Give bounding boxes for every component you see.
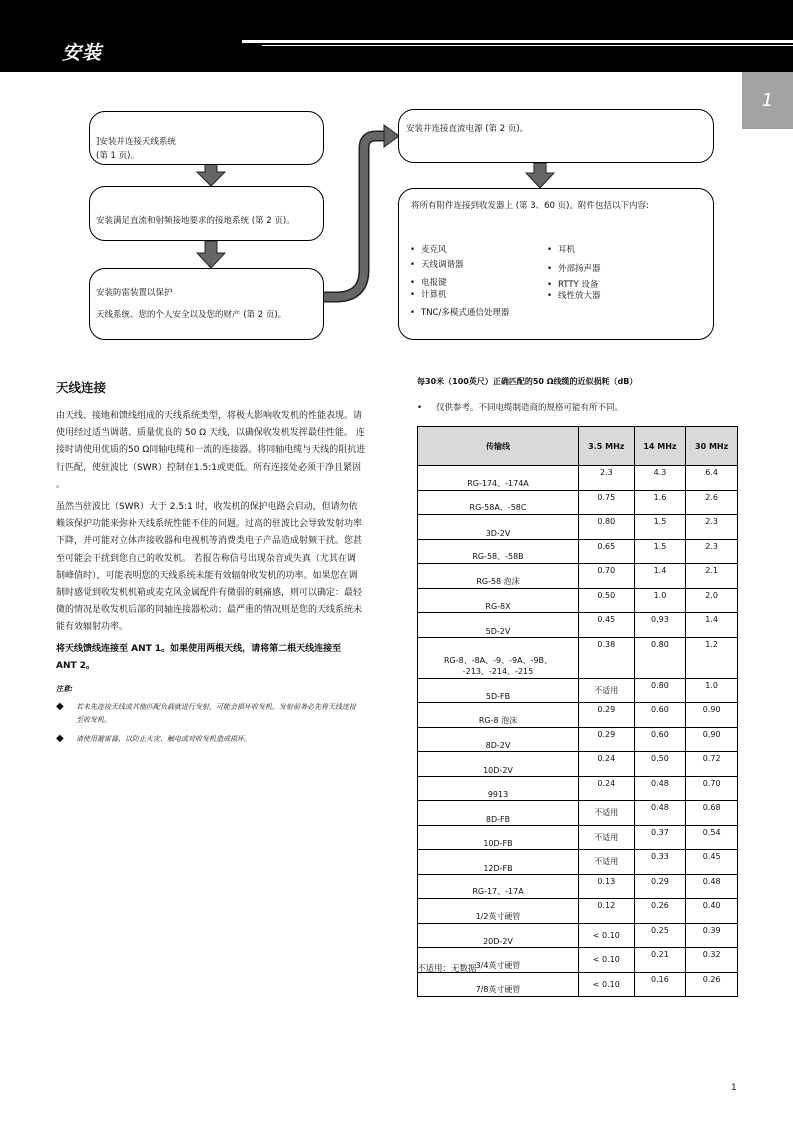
loss-value-cell: 2.3 [686,515,738,540]
loss-value-cell: < 0.10 [579,948,635,973]
loss-value-cell: 0.12 [579,899,635,924]
list-item: • 电报键 [410,276,509,291]
note-text: 至收发机。 [76,716,111,724]
chapter-tab: 1 [742,72,793,129]
cable-name-cell: RG-174、-174A [418,466,579,491]
loss-value-cell: 0.65 [579,539,635,564]
cable-name-cell: 3D-2V [418,515,579,540]
table-title: 每30米（100英尺）正确匹配的50 Ω线缆的近似损耗（dB） [417,377,638,386]
down-arrow-icon [197,241,225,268]
text-line: ANT 2。 [56,661,96,672]
table-row [418,923,738,948]
list-item: • RTTY 设备 [547,278,601,293]
table-row [418,703,738,728]
list-item: • 外部扬声器 [547,262,601,277]
cable-name-cell: RG-8X [418,588,579,613]
loss-value-cell: 0.45 [686,850,738,875]
loss-value-cell: 0.29 [579,703,635,728]
text-line: 。 [56,479,66,490]
loss-value-cell: 0.70 [579,564,635,589]
loss-value-cell: 0.32 [686,948,738,973]
table-row [418,564,738,589]
loss-value-cell: 0.80 [634,678,686,703]
table-row [418,613,738,638]
table-row [418,825,738,850]
loss-value-cell: 1.4 [686,613,738,638]
loss-value-cell: 1.5 [634,515,686,540]
loss-value-cell: 0.40 [686,899,738,924]
loss-value-cell: 0.60 [634,727,686,752]
table-row [418,678,738,703]
loss-value-cell: 0.48 [634,776,686,801]
cable-name-cell: 8D-2V [418,727,579,752]
loss-value-cell: 2.0 [686,588,738,613]
loss-value-cell: 0.48 [686,874,738,899]
loss-value-cell: 4.3 [634,466,686,491]
cable-name-cell: RG-17、-17A [418,874,579,899]
table-row [418,776,738,801]
loss-value-cell: 6.4 [686,466,738,491]
text-line: 制峰值时），可能表明您的天线系统未能有效辐射收发机的功率。如果您在调 [56,570,358,581]
text-line: 使用经过适当调谐、质量优良的 50 Ω 天线，以确保收发机发挥最佳性能。 连 [56,428,365,439]
list-item: • 天线调谐器 [410,258,509,273]
cable-name-cell: 5D-2V [418,613,579,638]
table-row [418,874,738,899]
text-line: 微的情况是收发机后部的同轴连接器松动；最严重的情况则是您的天线系统未 [56,605,363,616]
cable-name-cell: RG-8、-8A、-9、-9A、-9B、 -213、-214、-215 [418,637,579,678]
loss-value-cell: 0.50 [579,588,635,613]
text-line: 由天线、接地和馈线组成的天线系统类型，将极大影响收发机的性能表现。请 [56,411,363,421]
loss-value-cell: 0.39 [686,923,738,948]
loss-value-cell: 0.90 [686,727,738,752]
note-item [56,701,374,727]
loss-value-cell: 0.90 [686,703,738,728]
table-header-row [418,427,738,466]
loss-value-cell: 0.37 [634,825,686,850]
accessory-list-right [547,243,601,304]
loss-value-cell: < 0.10 [579,923,635,948]
loss-value-cell: 0.80 [579,515,635,540]
cable-name-cell: RG-58 泡沫 [418,564,579,589]
loss-value-cell: 0.93 [634,613,686,638]
loss-value-cell: 0.26 [634,899,686,924]
down-arrow-icon [526,163,554,188]
paragraph-1 [56,408,376,494]
loss-value-cell: 1.2 [686,637,738,678]
flow-step-antenna [89,111,324,165]
right-arrow-icon [384,125,399,147]
loss-value-cell: 1.6 [634,490,686,515]
loss-value-cell: 0.29 [634,874,686,899]
cable-name-cell: 8D-FB [418,801,579,826]
loss-value-cell: 0.24 [579,776,635,801]
table-row [418,466,738,491]
table-footnote: 不适用：无数据 [417,964,477,974]
loss-value-cell: 不适用 [579,850,635,875]
loss-value-cell: 0.33 [634,850,686,875]
table-row [418,801,738,826]
table-row [418,539,738,564]
flow-text: 将所有附件连接到收发器上 (第 3、60 页)。附件包括以下内容: [411,201,649,211]
table-row [418,490,738,515]
list-item: • 耳机 [547,243,601,258]
loss-value-cell: 0.68 [686,801,738,826]
cable-name-cell: RG-8 泡沫 [418,703,579,728]
cable-name-cell: 7/8英寸硬管 [418,972,579,997]
text-line: 能有效辐射功率。 [56,622,129,633]
loss-value-cell: 1.0 [686,678,738,703]
table-row [418,588,738,613]
loss-value-cell: 0.21 [634,948,686,973]
paragraph-2 [56,499,376,637]
table-body [418,466,738,997]
flow-text: 安装并连接直流电源 (第 2 页)。 [406,124,529,134]
loss-value-cell: 2.1 [686,564,738,589]
text-line: 虽然当驻波比（SWR）大于 2.5:1 时，收发机的保护电路会启动，但请勿依 [56,502,358,512]
cable-loss-table [417,426,738,997]
table-row [418,727,738,752]
flow-step-ground [89,186,324,241]
page-number: 1 [731,1083,737,1093]
loss-value-cell: 不适用 [579,678,635,703]
text-line: 行匹配，使驻波比（SWR）控制在1.5:1或更低。所有连接处必须干净且紧固 [56,462,361,473]
list-item: • 线性放大器 [547,289,601,304]
cable-name-cell: RG-58、-58B [418,539,579,564]
cable-name-cell: 20D-2V [418,923,579,948]
loss-value-cell: 0.50 [634,752,686,777]
loss-value-cell: 0.54 [686,825,738,850]
text-line: 制时感觉到收发机机箱或麦克风金属配件有微弱的刺痛感，则可以确定：最轻 [56,588,363,599]
accessory-list-left [410,243,509,321]
column-header: 14 MHz [634,427,686,466]
loss-value-cell: 0.75 [579,490,635,515]
loss-value-cell: 2.6 [686,490,738,515]
note-text: 若未先连接天线或其他匹配负载就进行发射，可能会损坏收发机。发射前务必先将天线连接 [76,703,356,711]
text-line: 至可能会干扰到您自己的收发机。 若报告称信号出现杂音或失真（尤其在调 [56,553,356,564]
loss-value-cell: 1.4 [634,564,686,589]
loss-value-cell: 0.60 [634,703,686,728]
table-note: • 仅供参考。不同电缆制造商的规格可能有所不同。 [417,401,623,413]
table-row [418,637,738,678]
loss-value-cell: < 0.10 [579,972,635,997]
loss-value-cell: 2.3 [579,466,635,491]
loss-value-cell: 2.3 [686,539,738,564]
table-row [418,850,738,875]
diamond-bullet-icon: ◆ [56,701,64,712]
paragraph-3 [56,641,376,675]
loss-value-cell: 不适用 [579,801,635,826]
loss-value-cell: 0.13 [579,874,635,899]
text-line: 接时请使用优质的50 Ω同轴电缆和一流的连接器。将同轴电缆与天线的阻抗进 [56,445,366,456]
note-item [56,733,374,746]
flow-text: 安装防雷装置以保护 [96,288,173,298]
cable-name-cell: 5D-FB [418,678,579,703]
loss-value-cell: 0.80 [634,637,686,678]
table-row [418,752,738,777]
flow-text: 安装满足直流和射频接地要求的接地系统 (第 2 页)。 [96,216,295,226]
text-line: 下降，并可能对立体声接收器和电视机等消费类电子产品造成射频干扰。您甚 [56,536,363,547]
flow-text: 天线系统、您的个人安全以及您的财产 (第 2 页)。 [96,310,287,320]
column-header: 30 MHz [686,427,738,466]
loss-value-cell: 0.45 [579,613,635,638]
text-line: 赖该保护功能来弥补天线系统性能不佳的问题。过高的驻波比会导致发射功率 [56,519,363,530]
note-label: 注意: [56,685,73,693]
loss-value-cell: 1.0 [634,588,686,613]
connector-arrow-icon [323,136,386,297]
flow-step-power [398,109,714,163]
cable-name-cell: 3/4英寸硬管 [418,948,579,973]
cable-name-cell: RG-58A、-58C [418,490,579,515]
note-text: 请使用避雷器，以防止火灾、触电或对收发机造成损坏。 [76,735,251,743]
loss-value-cell: 0.38 [579,637,635,678]
flow-text: ]安装并连接天线系统 [96,137,176,147]
cable-name-cell: 12D-FB [418,850,579,875]
table-row [418,899,738,924]
loss-value-cell: 0.70 [686,776,738,801]
cable-name-cell: 10D-FB [418,825,579,850]
list-item: • TNC/多模式通信处理器 [410,306,509,321]
loss-value-cell: 0.29 [579,727,635,752]
loss-value-cell: 1.5 [634,539,686,564]
flow-step-lightning [89,268,324,340]
loss-value-cell: 0.25 [634,923,686,948]
flow-text: (第 1 页)。 [96,151,139,161]
list-item: • 麦克风 [410,243,509,258]
loss-value-cell: 0.24 [579,752,635,777]
loss-value-cell: 0.48 [634,801,686,826]
column-header: 3.5 MHz [579,427,635,466]
column-header: 传输线 [418,427,579,466]
cable-name-cell: 9913 [418,776,579,801]
section-title: 天线连接 [56,380,107,395]
loss-value-cell: 0.26 [686,972,738,997]
cable-name-cell: 1/2英寸硬管 [418,899,579,924]
down-arrow-icon [197,164,225,186]
loss-value-cell: 不适用 [579,825,635,850]
diamond-bullet-icon: ◆ [56,733,64,744]
table-row [418,972,738,997]
loss-value-cell: 0.16 [634,972,686,997]
table-row [418,515,738,540]
loss-value-cell: 0.72 [686,752,738,777]
list-item: • 计算机 [410,288,509,303]
text-line: 将天线馈线连接至 ANT 1。如果使用两根天线，请将第二根天线连接至 [56,644,342,654]
cable-name-cell: 10D-2V [418,752,579,777]
page-title: 安装 [62,42,103,64]
